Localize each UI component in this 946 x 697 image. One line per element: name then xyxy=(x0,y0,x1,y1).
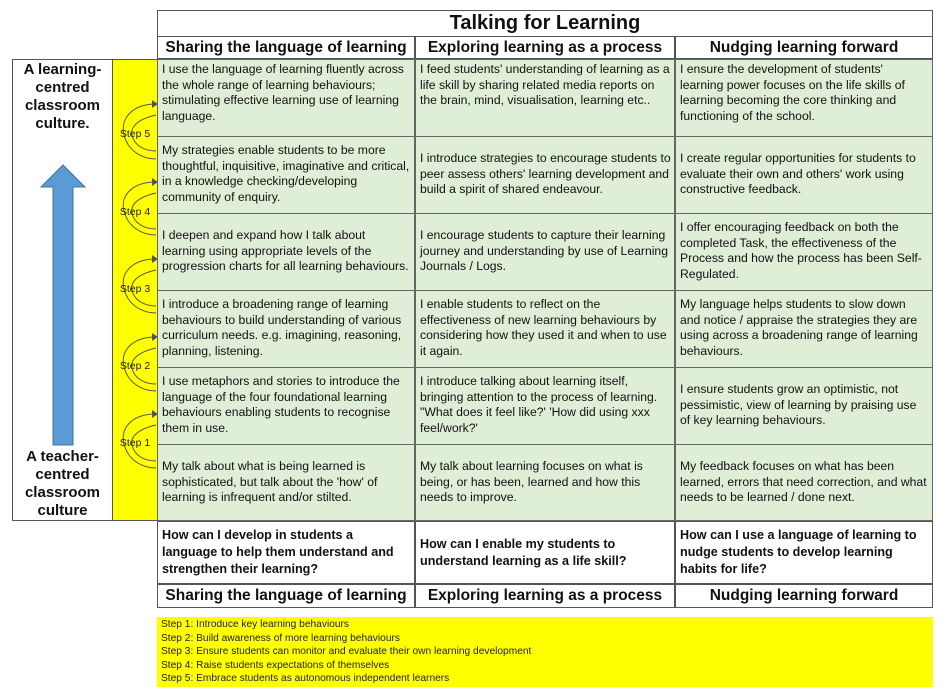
up-arrow-icon xyxy=(38,163,88,448)
question-nudging: How can I use a language of learning to nudge students to develop learning habits for life? xyxy=(675,521,933,584)
legend-step-3: Step 3: Ensure students can monitor and evaluate their own learning development xyxy=(161,646,532,658)
learning-centred-label: A learning-centred classroom culture. xyxy=(23,61,102,132)
step-1-label: Step 1 xyxy=(119,437,151,449)
legend-step-1: Step 1: Introduce key learning behaviours xyxy=(161,619,350,630)
cell-r4-exploring: I enable students to reflect on the effectiveness of new learning behaviours by considering how they used it and when to use it again. xyxy=(415,290,675,368)
bottom-header-exploring: Exploring learning as a process xyxy=(415,584,675,608)
cell-r3-sharing: I deepen and expand how I talk about learning using appropriate levels of the progression charts for all learning behaviours. xyxy=(157,213,415,291)
legend-step-5: Step 5: Embrace students as autonomous independent learners xyxy=(161,673,450,685)
column-header-nudging: Nudging learning forward xyxy=(675,36,933,59)
cell-r5-sharing: I use metaphors and stories to introduce the language of the four foundational learning behaviours enabling students to recognise them in use. xyxy=(157,367,415,445)
cell-r6-exploring: My talk about learning focuses on what is being, or has been, learned and how this needs to improve. xyxy=(415,444,675,521)
question-exploring: How can I enable my students to understand learning as a life skill? xyxy=(415,521,675,584)
column-header-exploring: Exploring learning as a process xyxy=(415,36,675,59)
cell-r4-sharing: I introduce a broadening range of learning behaviours to build understanding of various curriculum needs. e.g. imagining, reasoning, planning, listening. xyxy=(157,290,415,368)
legend-step-2: Step 2: Build awareness of more learning behaviours xyxy=(161,632,400,644)
cell-r6-nudging: My feedback focuses on what has been learned, errors that need correction, and what needs to be learned / done next. xyxy=(675,444,933,521)
step-5-label: Step 5 xyxy=(119,128,151,140)
bottom-header-nudging: Nudging learning forward xyxy=(675,584,933,608)
step-legend xyxy=(157,617,933,687)
legend-step-4: Step 4: Raise students expectations of themselves xyxy=(161,659,390,671)
cell-r2-nudging: I create regular opportunities for students to evaluate their own and others' work using constructive feedback. xyxy=(675,136,933,214)
question-sharing: How can I develop in students a language to help them understand and strengthen their learning? xyxy=(157,521,415,584)
cell-r3-exploring: I encourage students to capture their learning journey and understanding by use of Learning Journals / Logs. xyxy=(415,213,675,291)
cell-r2-exploring: I introduce strategies to encourage students to peer assess others' learning development and build a spirit of shared endeavour. xyxy=(415,136,675,214)
cell-r4-nudging: My language helps students to slow down and notice / appraise the strategies they are using across a broadening range of learning behaviours. xyxy=(675,290,933,368)
cell-r5-exploring: I introduce talking about learning itself, bringing attention to the process of learning. "What does it feel like?' 'How did using xxx feel/work?' xyxy=(415,367,675,445)
cell-r1-nudging: I ensure the development of students' learning power focuses on the life skills of learning becoming the core thinking and functioning of the school. xyxy=(675,59,933,137)
bottom-header-sharing: Sharing the language of learning xyxy=(157,584,415,608)
cell-r1-exploring: I feed students' understanding of learning as a life skill by sharing related media reports on the brain, mind, visualisation, learning etc.. xyxy=(415,59,675,137)
step-3-label: Step 3 xyxy=(119,283,151,295)
cell-r3-nudging: I offer encouraging feedback on both the completed Task, the effectiveness of the Process and how the process has been Self-Regulated. xyxy=(675,213,933,291)
step-2-label: Step 2 xyxy=(119,360,151,372)
page-title: Talking for Learning xyxy=(157,10,933,37)
column-header-sharing: Sharing the language of learning xyxy=(157,36,415,59)
cell-r1-sharing: I use the language of learning fluently across the whole range of learning behaviours; stimulating effective learning use of learning language. xyxy=(157,59,415,137)
cell-r5-nudging: I ensure students grow an optimistic, not pessimistic, view of learning by praising use of key learning behaviours. xyxy=(675,367,933,445)
teacher-centred-label: A teacher-centred classroom culture xyxy=(24,448,101,519)
step-4-label: Step 4 xyxy=(119,206,151,218)
cell-r2-sharing: My strategies enable students to be more thoughtful, inquisitive, imaginative and critical, in a knowledge checking/developing community of enquiry. xyxy=(157,136,415,214)
cell-r6-sharing: My talk about what is being learned is sophisticated, but talk about the 'how' of learning is infrequent and/or stilted. xyxy=(157,444,415,521)
